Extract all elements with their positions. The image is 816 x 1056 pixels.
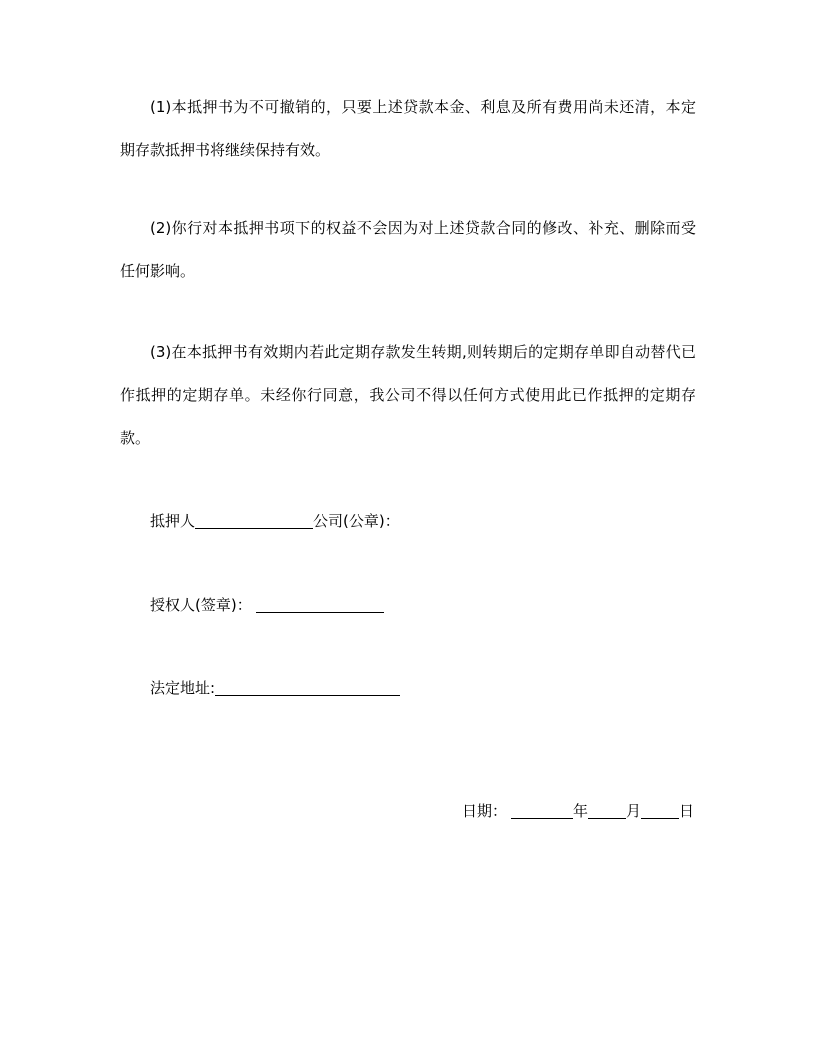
authorized-line <box>150 594 384 616</box>
authorized-signature-blank[interactable] <box>256 596 384 613</box>
address-blank[interactable] <box>215 679 400 696</box>
clause-1: (1)本抵押书为不可撤销的，只要上述贷款本金、利息及所有费用尚未还清，本定期存款抵押书将继续保持有效。 <box>120 98 696 159</box>
company-seal-label: 公司(公章)： <box>313 512 400 530</box>
day-blank[interactable] <box>641 802 679 819</box>
clause-2: (2)你行对本抵押书项下的权益不会因为对上述贷款合同的修改、补充、删除而受任何影响。 <box>120 219 696 280</box>
address-label: 法定地址: <box>150 679 216 697</box>
mortgagor-label: 抵押人 <box>150 512 196 530</box>
mortgagor-line <box>150 510 400 532</box>
address-line <box>150 677 400 699</box>
company-name-blank[interactable] <box>195 512 313 529</box>
year-label: 年 <box>572 802 588 820</box>
date-line <box>462 800 694 822</box>
year-blank[interactable] <box>511 802 573 819</box>
date-label: 日期： <box>461 802 507 820</box>
authorized-label: 授权人(签章)： <box>150 596 252 614</box>
day-label: 日 <box>678 802 694 820</box>
month-blank[interactable] <box>588 802 626 819</box>
month-label: 月 <box>625 802 641 820</box>
clause-3: (3)在本抵押书有效期内若此定期存款发生转期,则转期后的定期存单即自动替代已作抵押的定期存单。未经你行同意，我公司不得以任何方式使用此已作抵押的定期存款。 <box>120 343 696 447</box>
